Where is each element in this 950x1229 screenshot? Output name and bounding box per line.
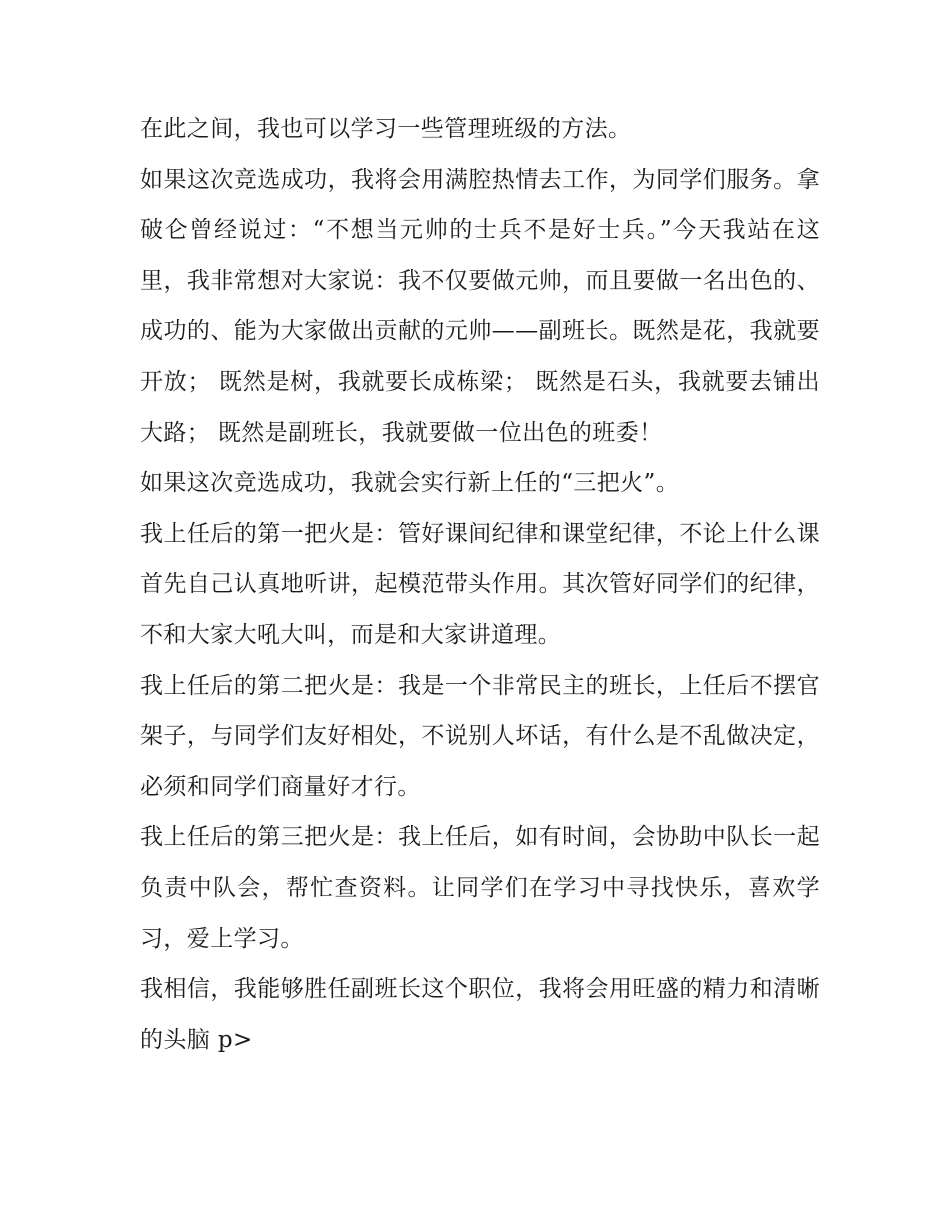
paragraph-3: 如果这次竞选成功，我就会实行新上任的“三把火”。: [140, 470, 680, 497]
paragraph-7: 我相信，我能够胜任副班长这个职位，我将会用旺盛的精力和清晰的头脑 p>: [140, 976, 820, 1053]
paragraph-6: 我上任后的第三把火是：我上任后，如有时间，会协助中队长一起负责中队会，帮忙查资料。让同学们在学习中寻找快乐，喜欢学习，爱上学习。: [140, 824, 820, 952]
paragraph-2: 如果这次竞选成功，我将会用满腔热情去工作，为同学们服务。拿破仑曾经说过：“不想当元帅的士兵不是好士兵。”今天我站在这里，我非常想对大家说：我不仅要做元帅，而且要做一名出色的、成功的、能为大家做出贡献的元帅——副班长。既然是花，我就要开放； 既然是树，我就要长成栋梁； 既然是石头，我就要去铺出大路； 既然是副班长，我就要做一位出色的班委！: [140, 166, 820, 446]
document-body: [140, 104, 820, 1065]
paragraph-4: 我上任后的第一把火是：管好课间纪律和课堂纪律，不论上什么课首先自己认真地听讲，起模范带头作用。其次管好同学们的纪律，不和大家大吼大叫，而是和大家讲道理。: [140, 520, 820, 648]
paragraph-5: 我上任后的第二把火是：我是一个非常民主的班长，上任后不摆官架子，与同学们友好相处，不说别人坏话，有什么是不乱做决定，必须和同学们商量好才行。: [140, 672, 820, 800]
paragraph-1: 在此之间，我也可以学习一些管理班级的方法。: [140, 116, 632, 142]
